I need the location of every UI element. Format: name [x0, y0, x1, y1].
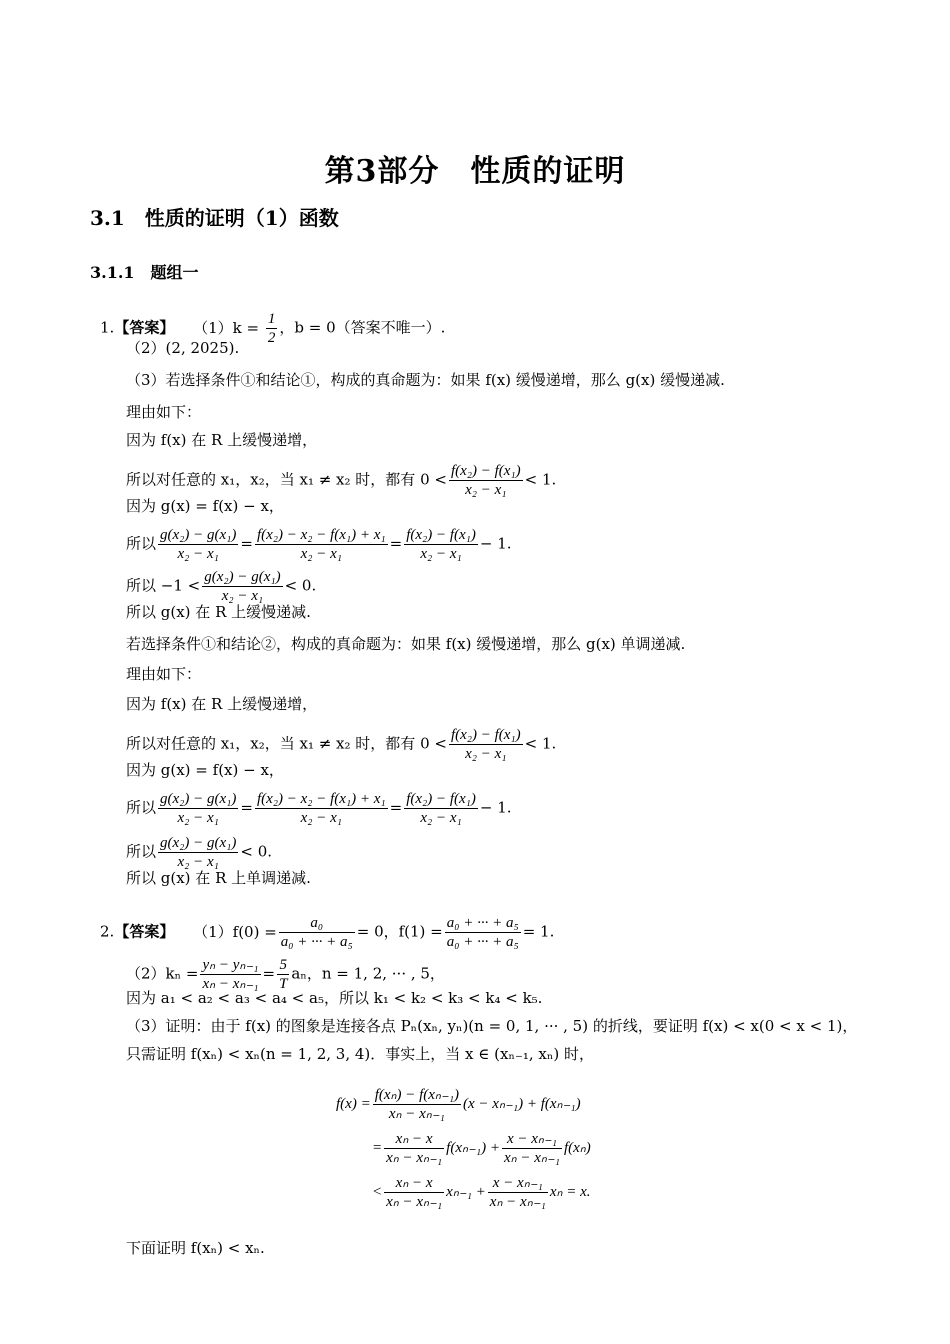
q1-line11: 若选择条件①和结论②，构成的真命题为：如果 f(x) 缓慢递增，那么 g(x) 单调递减.	[126, 635, 686, 653]
fraction: $\frac{\text{f(x₂) − x₂ − f(x₁) + x₁}}{\text{x₂ − x₁}}$	[256, 791, 386, 826]
q1-line9: 所以 −1 < $\frac{\text{g(x₂) − g(x₁)}}{\text{x₂ − x₁}}$ < 0.	[126, 569, 317, 604]
display-eq-line2: = $\frac{\text{xₙ − x}}{\text{xₙ − xₙ₋₁}}$ f(xₙ₋₁) + $\frac{\text{x − xₙ₋₁}}{\text{xₙ − xₙ₋₁}}$ f(xₙ)	[372, 1131, 591, 1166]
q1-line6: 所以对任意的 x₁，x₂，当 x₁ ≠ x₂ 时，都有 0 < $\frac{\text{f(x₂) − f(x₁)}}{\text{x₂ − x₁}}$ < 1.	[126, 463, 557, 498]
chapter-title: 第3部分 性质的证明	[324, 154, 626, 189]
fraction: $\frac{\text{g(x₂) − g(x₁)}}{\text{x₂ − x₁}}$	[204, 569, 281, 604]
q1-line7: 因为 g(x) = f(x) − x，	[126, 497, 284, 515]
q1-line15: 因为 g(x) = f(x) − x，	[126, 761, 284, 779]
display-eq-line1: f(x) = $\frac{\text{f(xₙ) − f(xₙ₋₁)}}{\text{xₙ − xₙ₋₁}}$ (x − xₙ₋₁) + f(xₙ₋₁)	[336, 1087, 581, 1122]
q2-line6: 下面证明 f(xₙ) < xₙ.	[126, 1239, 265, 1257]
q2-line2: （2）kₙ = $\frac{\text{yₙ − yₙ₋₁}}{\text{xₙ − xₙ₋₁}}$ = $\frac{5}{T}$ aₙ，n = 1, 2, ··· , 5，	[126, 957, 445, 992]
fraction: $\frac{\text{g(x₂) − g(x₁)}}{\text{x₂ − x₁}}$	[160, 527, 237, 562]
fraction: $\frac{\text{g(x₂) − g(x₁)}}{\text{x₂ − x₁}}$	[160, 835, 237, 870]
fraction: $\frac{\text{x − xₙ₋₁}}{\text{xₙ − xₙ₋₁}}$	[503, 1131, 560, 1166]
q1-line3: （3）若选择条件①和结论①，构成的真命题为：如果 f(x) 缓慢递增，那么 g(x) 缓慢递减.	[126, 371, 725, 389]
fraction: $\frac{1}{2}$	[267, 311, 276, 346]
q2-line1: 2.【答案】 （1）f(0) = $\frac{\text{a₀}}{\text{a₀ + ··· + a₅}}$ = 0，f(1) = $\frac{\text{a₀ + ··· + a₅}}{\text{a₀ + ··· + a₅}}$ = 1.	[100, 915, 555, 950]
q1-line17: 所以 $\frac{\text{g(x₂) − g(x₁)}}{\text{x₂ − x₁}}$ < 0.	[126, 835, 273, 870]
q1-line2: （2）(2, 2025).	[126, 339, 240, 357]
fraction: $\frac{\text{a₀}}{\text{a₀ + ··· + a₅}}$	[280, 915, 353, 950]
fraction: $\frac{\text{f(x₂) − f(x₁)}}{\text{x₂ − x₁}}$	[450, 727, 521, 762]
q2-line5: 只需证明 f(xₙ) < xₙ(n = 1, 2, 3, 4)．事实上，当 x ∈ (xₙ₋₁, xₙ) 时，	[126, 1045, 594, 1063]
fraction: $\frac{\text{xₙ − x}}{\text{xₙ − xₙ₋₁}}$	[386, 1175, 443, 1210]
fraction: $\frac{\text{g(x₂) − g(x₁)}}{\text{x₂ − x₁}}$	[160, 791, 237, 826]
display-eq-line3: < $\frac{\text{xₙ − x}}{\text{xₙ − xₙ₋₁}}$ xₙ₋₁ + $\frac{\text{x − xₙ₋₁}}{\text{xₙ − xₙ₋₁}}$ xₙ = x.	[372, 1175, 591, 1210]
fraction: $\frac{\text{xₙ − x}}{\text{xₙ − xₙ₋₁}}$	[386, 1131, 443, 1166]
fraction: $\frac{\text{yₙ − yₙ₋₁}}{\text{xₙ − xₙ₋₁}}$	[202, 957, 259, 992]
q1-line13: 因为 f(x) 在 R 上缓慢递增，	[126, 695, 318, 713]
subsection-title: 3.1.1 题组一	[90, 263, 199, 282]
fraction: $\frac{\text{x − xₙ₋₁}}{\text{xₙ − xₙ₋₁}}$	[489, 1175, 546, 1210]
fraction: $\frac{\text{f(xₙ) − f(xₙ₋₁)}}{\text{xₙ − xₙ₋₁}}$	[374, 1087, 460, 1122]
fraction: $\frac{\text{f(x₂) − x₂ − f(x₁) + x₁}}{\text{x₂ − x₁}}$	[256, 527, 386, 562]
q1-line4: 理由如下：	[126, 403, 202, 421]
q1-line16: 所以 $\frac{\text{g(x₂) − g(x₁)}}{\text{x₂ − x₁}}$ = $\frac{\text{f(x₂) − x₂ − f(x₁) + x₁}}{\text{x₂ − x₁}}$ = $\frac{\text{f(x₂) − f(x₁)}}{\text{x₂ − x₁}}$ − 1.	[126, 791, 512, 826]
fraction: $\frac{5}{T}$	[279, 957, 288, 992]
q1-line5: 因为 f(x) 在 R 上缓慢递增，	[126, 431, 318, 449]
q1-line10: 所以 g(x) 在 R 上缓慢递减.	[126, 603, 311, 621]
section-title: 3.1 性质的证明（1）函数	[90, 206, 339, 230]
q1-line18: 所以 g(x) 在 R 上单调递减.	[126, 869, 311, 887]
q1-line12: 理由如下：	[126, 665, 202, 683]
fraction: $\frac{\text{a₀ + ··· + a₅}}{\text{a₀ + ··· + a₅}}$	[446, 915, 519, 950]
fraction: $\frac{\text{f(x₂) − f(x₁)}}{\text{x₂ − x₁}}$	[450, 463, 521, 498]
q1-line8: 所以 $\frac{\text{g(x₂) − g(x₁)}}{\text{x₂ − x₁}}$ = $\frac{\text{f(x₂) − x₂ − f(x₁) + x₁}}{\text{x₂ − x₁}}$ = $\frac{\text{f(x₂) − f(x₁)}}{\text{x₂ − x₁}}$ − 1.	[126, 527, 512, 562]
fraction: $\frac{\text{f(x₂) − f(x₁)}}{\text{x₂ − x₁}}$	[406, 527, 476, 562]
q2-line3: 因为 a₁ < a₂ < a₃ < a₄ < a₅，所以 k₁ < k₂ < k₃ < k₄ < k₅.	[126, 989, 543, 1007]
q1-line1: 1.【答案】 （1）k = $\frac{1}{2}$ ，b = 0（答案不唯一）.	[100, 311, 446, 346]
q2-line4: （3）证明：由于 f(x) 的图象是连接各点 Pₙ(xₙ, yₙ)(n = 0, 1, ··· , 5) 的折线，要证明 f(x) < x(0 < x < 1)，	[126, 1017, 858, 1035]
q1-line14: 所以对任意的 x₁，x₂，当 x₁ ≠ x₂ 时，都有 0 < $\frac{\text{f(x₂) − f(x₁)}}{\text{x₂ − x₁}}$ < 1.	[126, 727, 557, 762]
fraction: $\frac{\text{f(x₂) − f(x₁)}}{\text{x₂ − x₁}}$	[406, 791, 476, 826]
